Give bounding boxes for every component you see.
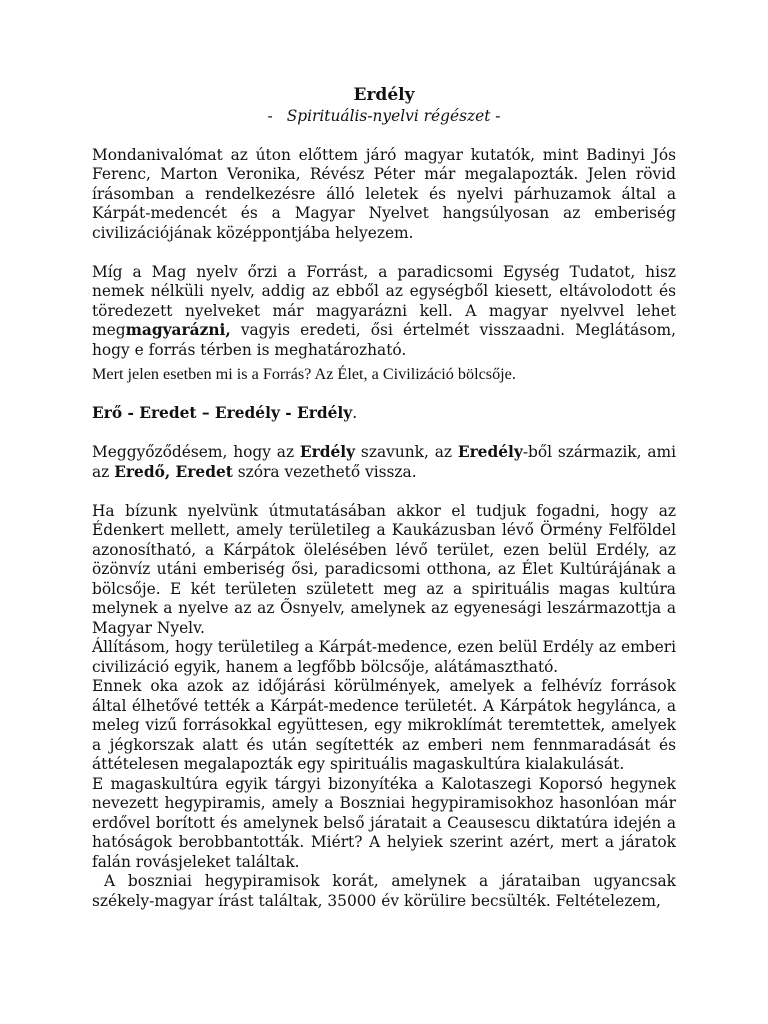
bold-ero-eredet: Erő - Eredet – Eredély - Erdély	[92, 404, 353, 422]
paragraph-allitasom: Állításom, hogy területileg a Kárpát-medence, ezen belül Erdély az emberi civilizáció egyik, hanem a legfőbb bölcsője, alátámasztható.	[92, 638, 676, 676]
bold-eredo-eredet: Eredő, Eredet	[114, 462, 233, 481]
spacer	[92, 243, 676, 263]
spacer	[92, 385, 676, 405]
paragraph-boszniai: A boszniai hegypiramisok korát, amelynek a járataiban ugyancsak székely-magyar írást találtak, 35000 év körülire becsülték. Feltételezem,	[92, 872, 676, 910]
paragraph-mag-nyelv: Míg a Mag nyelv őrzi a Forrást, a paradicsomi Egység Tudatot, hisz nemek nélküli nyelv, addig az ebből az egységből kiesett, eltávolodott és töredezett nyelveket már magyarázni kell. A magyar nyelvvel lehet megmagyarázni, vagyis eredeti, ősi értelmét visszaadni. Meglátásom, hogy e forrás térben is meghatározható.	[92, 262, 676, 359]
paragraph-kalotaszeg: E magaskultúra egyik tárgyi bizonyítéka a Kalotaszegi Koporsó hegynek nevezett hegypiramis, amely a Boszniai hegypiramisokhoz hasonlóan már erdővel borított és amelynek belső járatait a Ceausescu diktatúra idején a hatóságok berobbantották. Miért? A helyiek szerint azért, mert a járatok falán rovásjeleket találtak.	[92, 774, 676, 871]
paragraph-heading-ero: Erő - Eredet – Eredély - Erdély.	[92, 404, 358, 422]
subtitle-text: Spirituális-nyelvi régészet -	[286, 107, 501, 125]
spacer	[92, 424, 676, 444]
document-page	[92, 84, 676, 911]
paragraph-idojarasi: Ennek oka azok az időjárási körülmények, amelyek a felhévíz források által élhetővé tették a Kárpát-medence területét. A Kárpátok hegylánca, a meleg vizű forrásokkal együttesen, egy mikroklímát teremtettek, amelyek a jégkorszak alatt és után segítették az emberi nem fennmaradását és áttételesen megalapozták egy spirituális magaskultúra kialakulását.	[92, 677, 676, 773]
bold-magyarazni: magyarázni,	[125, 321, 231, 339]
subtitle-dash: -	[267, 107, 273, 125]
paragraph-intro: Mondanivalómat az úton előttem járó magyar kutatók, mint Badinyi Jós Ferenc, Marton Veronika, Révész Péter már megalapozták. Jelen rövid írásomban a rendelkezésre álló leletek és nyelvi párhuzamok által a Kárpát-medencét és a Magyar Nyelvet hangsúlyosan az emberiség civilizációjának középpontjába helyezem.	[92, 145, 676, 242]
document-title: Erdély	[353, 85, 415, 105]
spacer	[92, 126, 676, 146]
paragraph-edenkert: Ha bízunk nyelvünk útmutatásában akkor el tudjuk fogadni, hogy az Édenkert mellett, amely területileg a Kaukázusban lévő Örmény Felföldel azonosítható, a Kárpátok ölelésében lévő terület, ezen belül Erdély, az özönvíz utáni emberiség ősi, paradicsomi otthona, az Élet Kultúrájának a bölcsője. E két területen született meg az a spirituális magas kultúra melynek a nyelve az az Ősnyelv, amelynek az egyenesági leszármazottja a Magyar Nyelv.	[92, 501, 676, 637]
paragraph-forras: Mert jelen esetben mi is a Forrás? Az Élet, a Civilizáció bölcsője.	[92, 365, 516, 383]
bold-erdely: Erdély	[299, 443, 356, 461]
spacer	[92, 482, 676, 502]
paragraph-erdely-szavunk: Meggyőződésem, hogy az Erdély szavunk, az Eredély-ből származik, ami az Eredő, Eredet szóra vezethető vissza.	[92, 443, 677, 481]
bold-eredely: Eredély	[457, 443, 523, 461]
document-subtitle	[92, 106, 676, 126]
